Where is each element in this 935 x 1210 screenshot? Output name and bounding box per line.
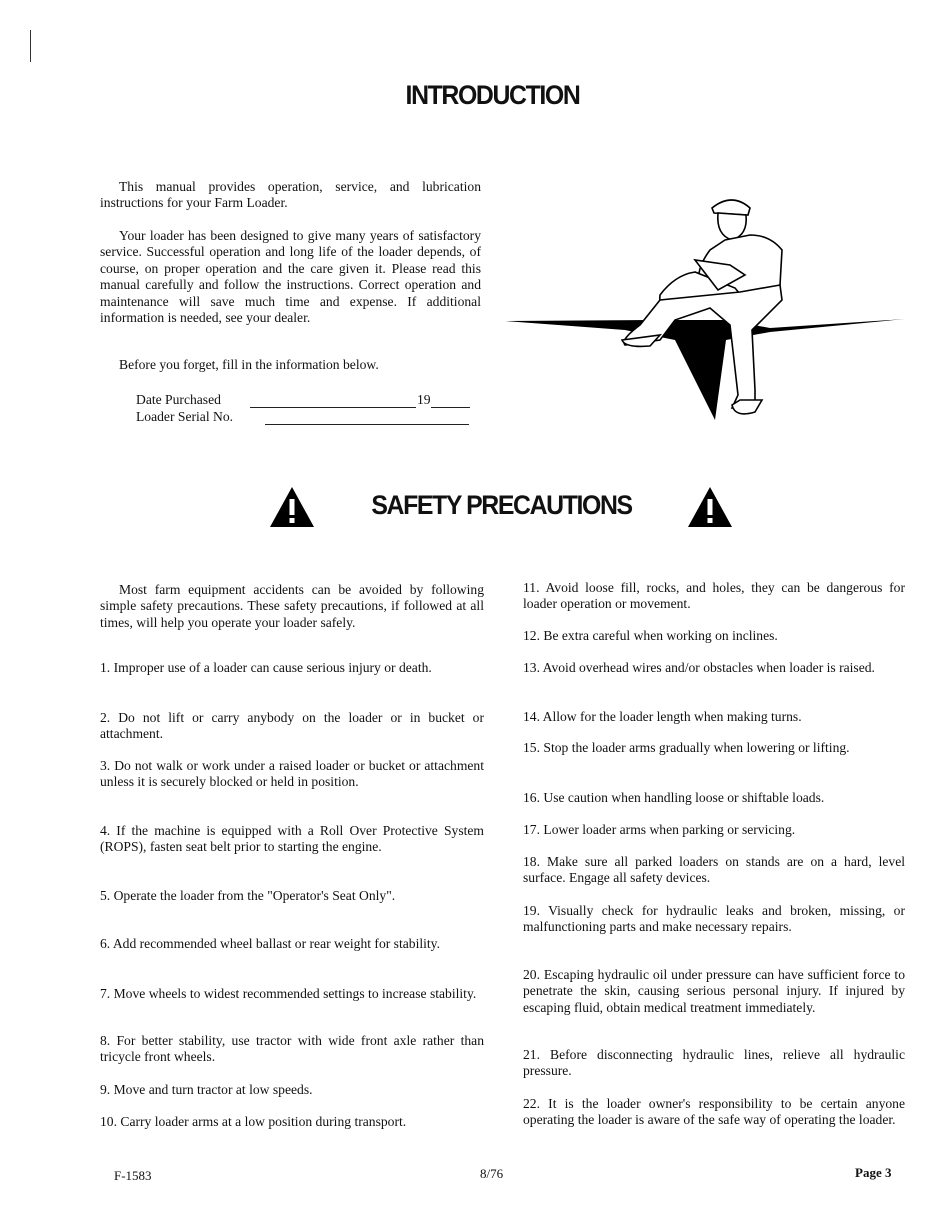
safety-item: 10. Carry loader arms at a low position during transport. [100, 1114, 407, 1129]
safety-item: 4. If the machine is equipped with a Roll Over Protective System (ROPS), fasten seat belt prior to starting the engine. [100, 823, 484, 855]
safety-item: 5. Operate the loader from the "Operator's Seat Only". [100, 888, 396, 903]
safety-item: 2. Do not lift or carry anybody on the loader or in bucket or attachment. [100, 710, 484, 742]
safety-item: 18. Make sure all parked loaders on stands are on a hard, level surface. Engage all safety devices. [523, 854, 905, 886]
safety-intro: Most farm equipment accidents can be avoided by following simple safety precautions. These safety precautions, if followed at all times, will help you operate your loader safely. [100, 582, 484, 630]
man-reading-manual-icon [500, 180, 910, 450]
intro-paragraph: This manual provides operation, service, and lubrication instructions for your Farm Loader. [100, 179, 481, 211]
safety-item: 1. Improper use of a loader can cause serious injury or death. [100, 660, 432, 675]
date-purchased-label: Date Purchased [136, 392, 221, 407]
year-prefix: 19 [417, 392, 431, 407]
serial-number-field[interactable] [265, 424, 469, 425]
safety-item: 17. Lower loader arms when parking or servicing. [523, 822, 796, 837]
safety-item: 3. Do not walk or work under a raised loader or bucket or attachment unless it is securely blocked or held in position. [100, 758, 484, 790]
warning-triangle-icon [686, 485, 734, 529]
safety-item: 20. Escaping hydraulic oil under pressure can have sufficient force to penetrate the skin, causing serious personal injury. If injured by escaping fluid, obtain medical treatment immediately. [523, 967, 905, 1015]
safety-item: 8. For better stability, use tractor with wide front axle rather than tricycle front wheels. [100, 1033, 484, 1065]
safety-item: 14. Allow for the loader length when making turns. [523, 709, 802, 724]
form-number: F-1583 [114, 1168, 152, 1183]
introduction-title: INTRODUCTION [405, 80, 580, 110]
safety-item: 13. Avoid overhead wires and/or obstacles when loader is raised. [523, 660, 875, 675]
serial-number-label: Loader Serial No. [136, 409, 234, 424]
print-date: 8/76 [480, 1166, 504, 1181]
safety-item: 6. Add recommended wheel ballast or rear weight for stability. [100, 936, 440, 951]
safety-item: 22. It is the loader owner's responsibility to be certain anyone operating the loader is aware of the safe way of operating the loader. [523, 1096, 905, 1128]
warning-triangle-icon [268, 485, 316, 529]
safety-item: 15. Stop the loader arms gradually when lowering or lifting. [523, 740, 850, 755]
safety-item: 21. Before disconnecting hydraulic lines, relieve all hydraulic pressure. [523, 1047, 905, 1079]
safety-item: 16. Use caution when handling loose or shiftable loads. [523, 790, 825, 805]
safety-item: 11. Avoid loose fill, rocks, and holes, they can be dangerous for loader operation or movement. [523, 580, 905, 612]
safety-item: 12. Be extra careful when working on inclines. [523, 628, 778, 643]
safety-item: 7. Move wheels to widest recommended settings to increase stability. [100, 986, 477, 1001]
intro-paragraph: Your loader has been designed to give many years of satisfactory service. Successful operation and long life of the loader depends, of course, on proper operation and the care given it. Please read this manual carefully and follow the instructions. Correct operation and maintenance will save much time and expense. If additional information is needed, see your dealer. [100, 228, 481, 326]
safety-item: 19. Visually check for hydraulic leaks and broken, missing, or malfunctioning parts and make necessary repairs. [523, 903, 905, 935]
date-purchased-field[interactable] [250, 407, 416, 408]
page-number: Page 3 [855, 1165, 892, 1180]
safety-precautions-title: SAFETY PRECAUTIONS [371, 490, 632, 520]
scan-artifact [30, 30, 31, 62]
safety-item: 9. Move and turn tractor at low speeds. [100, 1082, 313, 1097]
intro-paragraph: Before you forget, fill in the information below. [119, 357, 379, 372]
year-field[interactable] [431, 407, 470, 408]
